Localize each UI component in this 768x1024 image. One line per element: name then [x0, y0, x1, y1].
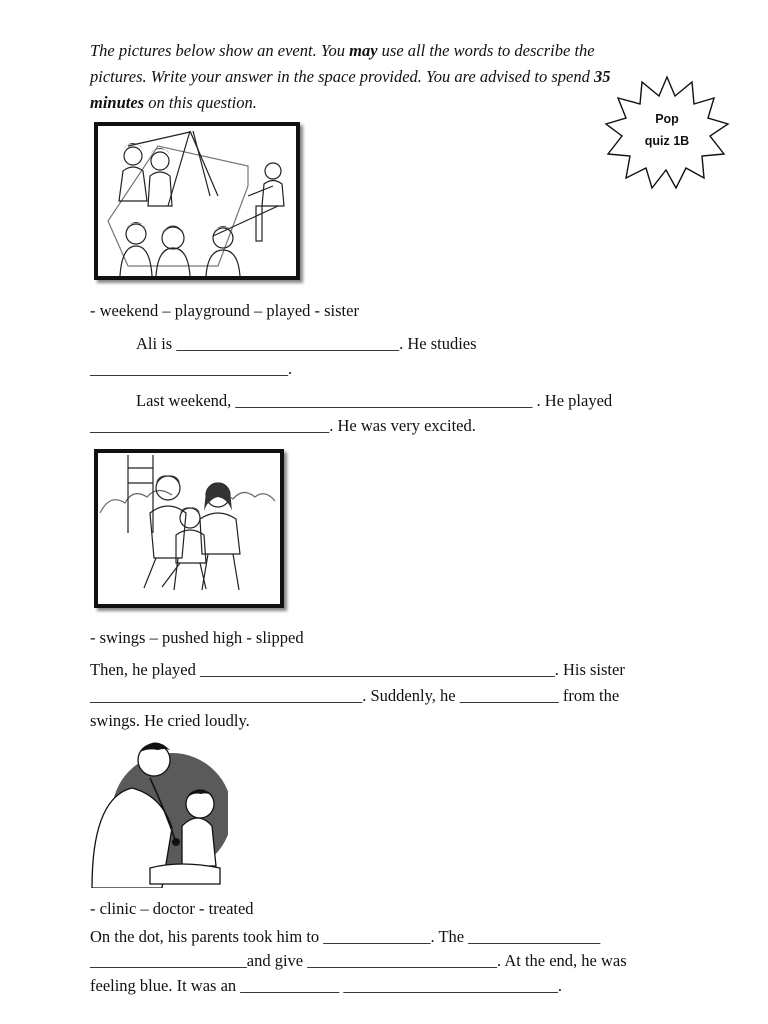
instructions: [90, 38, 650, 116]
keywords-section-1: - weekend – playground – played - sister: [90, 301, 359, 320]
answer-line-1-2: ________________________.: [90, 359, 293, 378]
badge-text: [604, 108, 730, 152]
pop-quiz-badge: [604, 74, 730, 192]
instructions-text-1: The pictures below show an event. You: [90, 41, 350, 60]
answer-line-3-3: feeling blue. It was an ____________ __________________________.: [90, 976, 563, 995]
answer-line-1-4: _____________________________. He was very excited.: [90, 416, 476, 435]
badge-line-1: Pop: [655, 112, 679, 126]
answer-line-2-1: Then, he played ___________________________________________. His sister: [90, 660, 625, 679]
answer-line-1-3: Last weekend, ____________________________________ . He played: [136, 391, 613, 410]
instructions-text-2: use all the words to describe the pictures. Write your answer in the space provided. You are advised to spend: [90, 41, 595, 86]
answer-line-3-1: On the dot, his parents took him to _____________. The ________________: [90, 927, 601, 946]
answer-line-3-2: ___________________and give _______________________. At the end, he was: [90, 951, 627, 970]
instructions-text-3: on this question.: [144, 93, 257, 112]
instructions-emphasis-minutes: minutes: [90, 93, 145, 112]
instructions-emphasis-number: 35: [593, 67, 611, 86]
swing-accident-illustration: [98, 453, 280, 604]
answer-line-1-1: Ali is ___________________________. He studies: [136, 334, 477, 353]
playground-illustration: [98, 126, 296, 276]
answer-line-2-2: _________________________________. Suddenly, he ____________ from the: [90, 686, 620, 705]
keywords-section-3: - clinic – doctor - treated: [90, 899, 254, 918]
instructions-emphasis-may: may: [349, 41, 378, 60]
doctor-picture: [90, 738, 228, 888]
playground-picture: [94, 122, 300, 280]
doctor-illustration: [90, 738, 228, 888]
answer-line-2-3: swings. He cried loudly.: [90, 711, 250, 730]
keywords-section-2: - swings – pushed high - slipped: [90, 628, 304, 647]
swing-accident-picture: [94, 449, 284, 608]
badge-line-2: quiz 1B: [644, 134, 690, 148]
